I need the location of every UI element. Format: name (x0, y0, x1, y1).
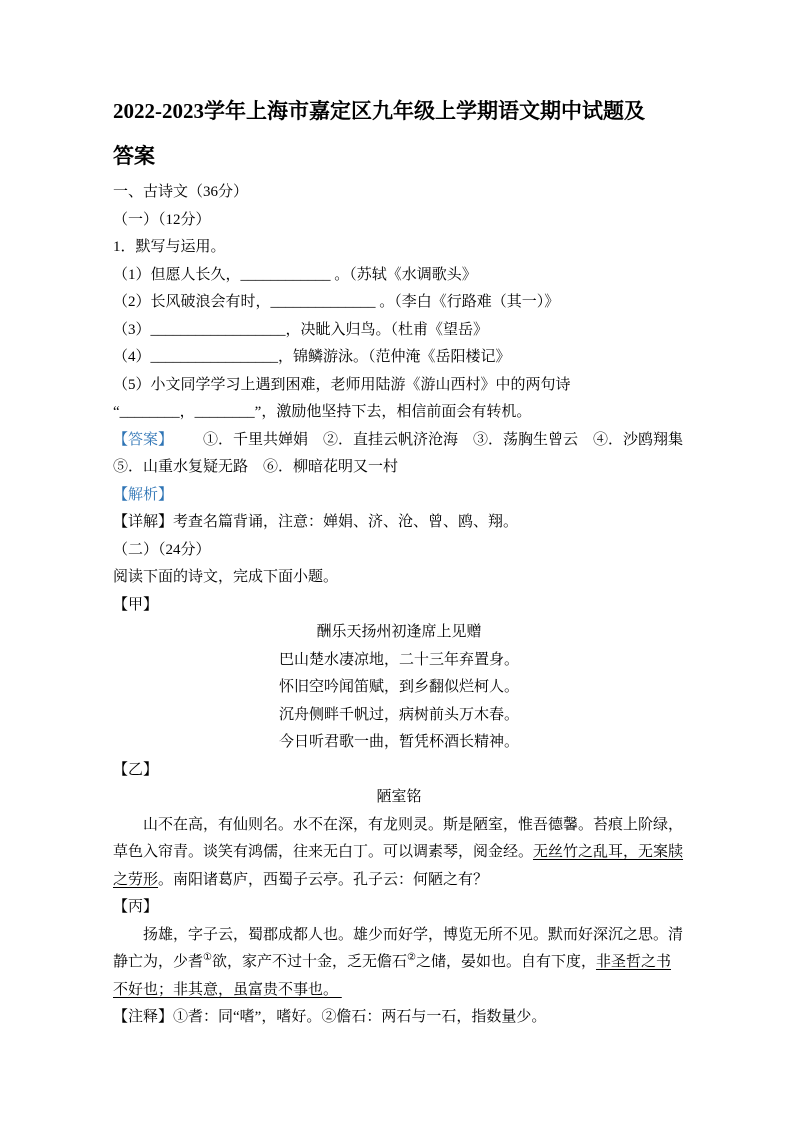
poem-line-4: 今日听君歌一曲，暂凭杯酒长精神。 (278, 734, 519, 750)
text-segment: 非圣哲之书不好也；非其意，虽富贵不事也。 (113, 954, 671, 998)
analysis-line (113, 482, 685, 510)
detail-text: 【详解】考查名篇背诵，注意：婵娟、济、沧、曾、鸥、翔。 (113, 514, 519, 530)
text-segment: 之储，晏如也。自有下度， (415, 954, 596, 970)
section-heading: 一、古诗文（36分） (113, 184, 249, 200)
note-text: 【注释】①耆：同“嗜”，嗜好。②儋石：两石与一石，指数量少。 (113, 1009, 547, 1025)
part1-heading: （一）（12分） (113, 211, 211, 228)
poem-line-1: 巴山楚水凄凉地，二十三年弃置身。 (278, 651, 519, 668)
dictation-item-3: （3）__________________，决眦入归鸟。（杜甫《望岳》 (113, 321, 489, 338)
text-segment: 欲，家产不过十金，乏无儋石 (211, 954, 407, 970)
dictation-item-4: （4）_________________，锦鳞游泳。（范仲淹《岳阳楼记》 (113, 349, 511, 365)
note-marker: ① (203, 952, 212, 963)
poem-title: 酬乐天扬州初逢席上见赠 (316, 624, 482, 640)
question-stem: 1．默写与运用。 (113, 239, 226, 255)
text-segment: 无丝竹之乱耳，无案牍之劳形 (113, 844, 684, 888)
dictation-item-5-quote: “________，________”，激励他坚持下去，相信前面会有转机。 (113, 404, 532, 420)
passage-yi-text (113, 812, 685, 895)
passage-jia-label: 【甲】 (113, 596, 159, 613)
page-title-line1: 2022-2023学年上海市嘉定区九年级上学期语文期中试题及 (113, 99, 645, 123)
dictation-item-5: （5）小文同学学习上遇到困难，老师用陆游《游山西村》中的两句诗 (113, 376, 571, 393)
text-segment: 。南阳诸葛庐，西蜀子云亭。孔子云：何陋之有？ (158, 871, 489, 888)
poem-line-3: 沉舟侧畔千帆过，病树前头万木春。 (278, 706, 519, 723)
dictation-item-2: （2）长风破浪会有时，______________ 。（李白《行路难（其一）》 (113, 294, 560, 310)
page-title (113, 89, 685, 179)
text-segment: 山不在高，有仙则名。水不在深，有龙则灵。斯是陋室，惟吾德馨。苔痕上阶绿，草色入帘青。谈笑有鸿儒，往来无白丁。可以调素琴，阅金经。 (113, 816, 684, 860)
answer-line (113, 427, 699, 482)
text-segment: 扬雄，字子云，蜀郡成都人也。雄少而好学，博览无所不见。默而好深沉之思。清静亡为，少耆 (113, 926, 684, 970)
part2-heading: （二）（24分） (113, 541, 211, 558)
poem-line-2: 怀旧空吟闻笛赋，到乡翻似烂柯人。 (278, 679, 519, 695)
note-marker: ② (407, 952, 416, 963)
reading-intro: 阅读下面的诗文，完成下面小题。 (113, 569, 339, 585)
page-title-line2: 答案 (113, 144, 155, 168)
passage-yi-label: 【乙】 (113, 761, 159, 778)
passage-bing-text (113, 922, 685, 1005)
analysis-label: 【解析】 (113, 486, 174, 503)
prose-title: 陋室铭 (376, 789, 422, 805)
dictation-item-1: （1）但愿人长久，____________ 。（苏轼《水调歌头》 (113, 266, 477, 283)
passage-bing-label: 【丙】 (113, 899, 159, 915)
answer-text: ①．千里共婵娟 ②．直挂云帆济沧海 ③．荡胸生曾云 ④．沙鸥翔集 ⑤．山重水复疑无路 ⑥．柳暗花明又一村 (113, 431, 699, 475)
answer-label: 【答案】 (113, 431, 174, 448)
